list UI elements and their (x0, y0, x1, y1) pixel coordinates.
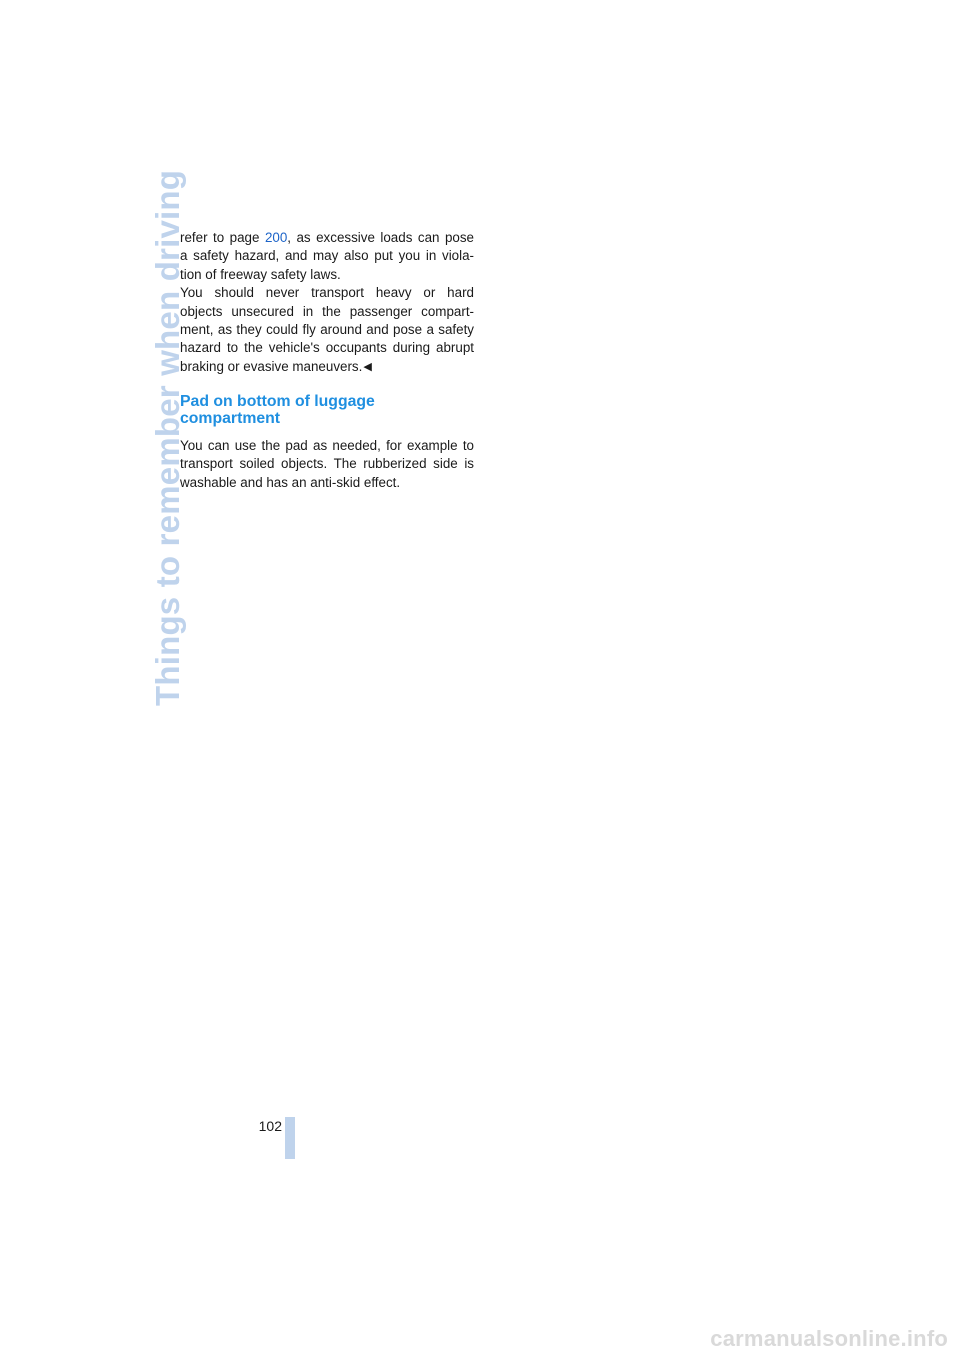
watermark: carmanualsonline.info (710, 1326, 948, 1351)
paragraph-pad-usage (180, 437, 474, 492)
text-run: refer to page (180, 230, 265, 245)
page-reference-link[interactable]: 200 (264, 230, 288, 245)
text-line: objects unsecured in the passenger compart- (180, 303, 474, 319)
text-line (180, 358, 474, 377)
page-marker-bar (285, 1117, 295, 1159)
end-of-note-icon: ◀ (363, 361, 372, 374)
text-line: a safety hazard, and may also put you in viola- (180, 248, 474, 264)
text-line: transport soiled objects. The rubberized side is (180, 456, 474, 472)
paragraph-heavy-objects (180, 284, 474, 377)
paragraph-load-warning (180, 229, 474, 284)
heading-line: Pad on bottom of luggage (180, 392, 375, 410)
text-run: , as excessive loads can pose (287, 230, 474, 245)
main-content (180, 229, 474, 492)
page-number: 102 (258, 1118, 282, 1134)
heading-line: compartment (180, 410, 281, 428)
text-line: ment, as they could fly around and pose a safety (180, 322, 474, 338)
text-line: hazard to the vehicle's occupants during abrupt (180, 340, 474, 356)
text-line: washable and has an anti-skid effect. (180, 474, 401, 490)
section-heading (180, 393, 474, 428)
text-line: tion of freeway safety laws. (180, 266, 341, 282)
chapter-title-text: Things to remember when driving (149, 169, 186, 706)
text-run: braking or evasive maneuvers. (180, 358, 363, 374)
chapter-side-title (0, 0, 186, 710)
text-line: You should never transport heavy or hard (180, 285, 474, 301)
text-line: You can use the pad as needed, for example to (180, 437, 474, 453)
text-line (180, 229, 474, 247)
